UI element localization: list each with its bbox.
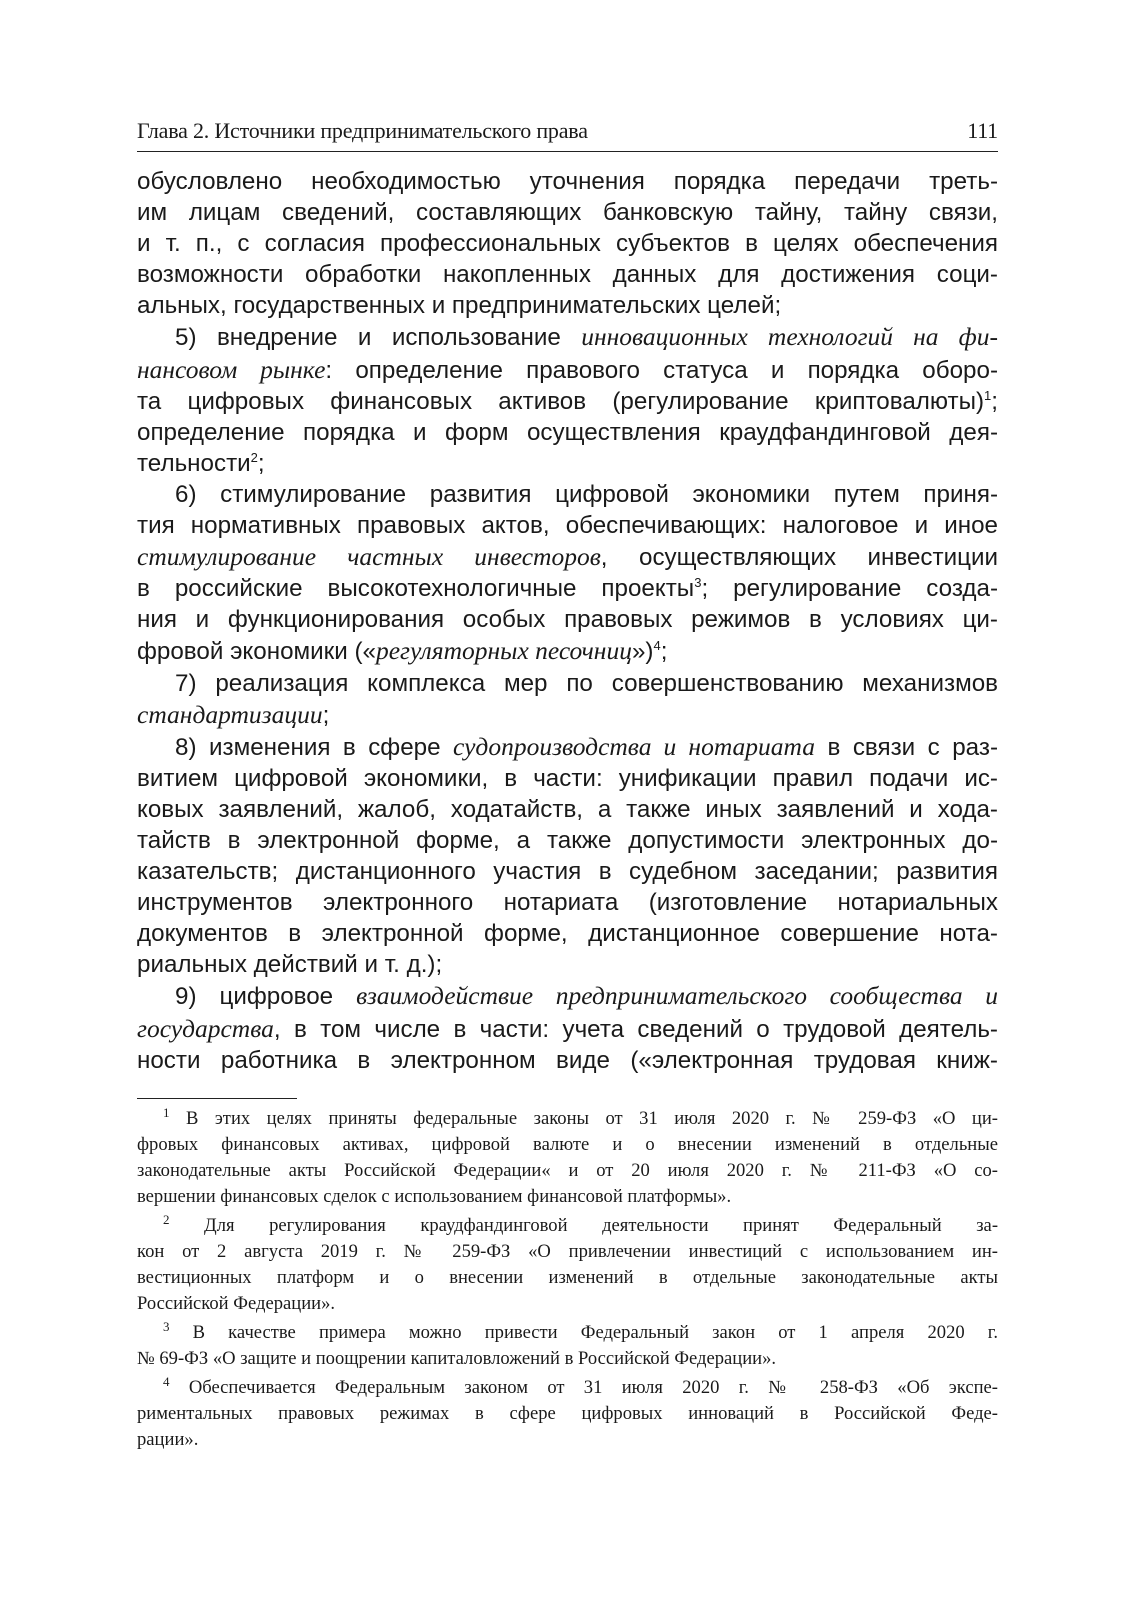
body-line	[137, 635, 998, 667]
body-line	[137, 448, 998, 479]
footnote-line	[137, 1106, 998, 1132]
text-run: возможности обработки накопленных данных для достижения соци-	[137, 261, 998, 289]
text-run: тайств в электронной форме, а также допустимости электронных до-	[137, 826, 998, 854]
page-number: 111	[967, 118, 998, 143]
body-line	[137, 1045, 998, 1076]
text-run: и т. п., с согласия профессиональных субъектов в целях обеспечения	[137, 230, 998, 258]
body-line	[137, 228, 998, 259]
text-run: »)	[631, 638, 654, 666]
italic-phrase: стандартизации	[137, 699, 323, 729]
footnote-line	[137, 1265, 998, 1291]
body-line	[137, 980, 998, 1012]
body-line	[137, 1013, 998, 1045]
body-line	[137, 197, 998, 228]
footnote-ref: 1	[984, 387, 992, 403]
text-run: в связи с раз-	[815, 733, 998, 761]
text-run: ковых заявлений, жалоб, ходатайств, а также иных заявлений и хода-	[137, 795, 998, 823]
footnote-mark: 3	[163, 1319, 170, 1334]
footnote-text: рации».	[137, 1429, 199, 1450]
footnote-text: Российской Федерации».	[137, 1293, 336, 1314]
body-line	[137, 794, 998, 825]
text-run: тия нормативных правовых актов, обеспечивающих: налоговое и иное	[137, 512, 998, 540]
footnote-4	[137, 1375, 998, 1453]
italic-phrase: взаимодействие предпринимательского сообщества и	[356, 981, 998, 1011]
text-run: ; регулирование созда-	[701, 575, 999, 603]
body-line	[137, 541, 998, 573]
body-line	[137, 321, 998, 353]
text-run: ;	[257, 449, 265, 477]
footnote-text: вершении финансовых сделок с использованием финансовой платформы».	[137, 1186, 732, 1207]
text-run: им лицам сведений, составляющих банковскую тайну, тайну связи,	[137, 199, 998, 227]
text-run: риальных действий и т. д.);	[137, 951, 443, 979]
body-line	[137, 699, 998, 731]
italic-phrase: стимулирование частных инвесторов	[137, 542, 601, 572]
footnote-line	[137, 1320, 998, 1346]
footnote-line	[137, 1184, 998, 1210]
text-run: в российские высокотехнологичные проекты	[137, 575, 695, 603]
italic-phrase: судопроизводства и нотариата	[453, 731, 816, 761]
footnote-text: вестиционных платформ и о внесении изменений в отдельные законодательные акты	[137, 1267, 998, 1288]
text-run: , осуществляющих инвестиции	[600, 544, 998, 572]
italic-phrase: инновационных технологий на фи-	[581, 322, 998, 352]
footnote-text: № 69-ФЗ «О защите и поощрении капиталовложений в Российской Федерации».	[137, 1348, 777, 1369]
footnote-line	[137, 1401, 998, 1427]
italic-phrase: регуляторных песочниц	[375, 636, 632, 666]
body-line	[137, 417, 998, 448]
text-run: ;	[322, 701, 330, 729]
footnote-text: Для регулирования краудфандинговой деятельности принят Федеральный за-	[204, 1215, 999, 1236]
footnote-text: В качестве примера можно привести Федеральный закон от 1 апреля 2020 г.	[192, 1322, 998, 1343]
text-run: 6) стимулирование развития цифровой экономики путем приня-	[175, 480, 998, 508]
italic-phrase: нансовом рынке	[137, 354, 326, 384]
footnote-text: кон от 2 августа 2019 г. № 259-ФЗ «О привлечении инвестиций с использованием ин-	[137, 1241, 998, 1262]
text-run: 5) внедрение и использование	[175, 324, 582, 352]
text-run: витием цифровой экономики, в части: унификации правил подачи ис-	[137, 764, 998, 792]
body-line	[137, 763, 998, 794]
footnote-line	[137, 1346, 998, 1372]
footnote-text: законодательные акты Российской Федерации« и от 20 июля 2020 г. № 211-ФЗ «О со-	[137, 1160, 998, 1181]
footnote-2	[137, 1213, 998, 1317]
footnote-3	[137, 1320, 998, 1372]
footnote-line	[137, 1427, 998, 1453]
footnote-separator	[137, 1098, 297, 1099]
text-run: тельности	[137, 449, 251, 477]
footnote-text: фровых финансовых активах, цифровой валюте и о внесении изменений в отдельные	[137, 1134, 998, 1155]
footnote-text: риментальных правовых режимах в сфере цифровых инноваций в Российской Феде-	[137, 1403, 998, 1424]
text-run: ности работника в электронном виде («электронная трудовая книж-	[137, 1046, 998, 1074]
text-run: ния и функционирования особых правовых режимов в условиях ци-	[137, 606, 998, 634]
text-run: фровой экономики («	[137, 638, 376, 666]
text-run: казательств; дистанционного участия в судебном заседании; развития	[137, 858, 998, 886]
chapter-title: Глава 2. Источники предпринимательского права	[137, 118, 588, 143]
text-run: определение порядка и форм осуществления краудфандинговой дея-	[137, 418, 998, 446]
text-run: 7) реализация комплекса мер по совершенствованию механизмов	[175, 669, 998, 697]
body-line	[137, 668, 998, 699]
body-line	[137, 510, 998, 541]
running-header	[137, 113, 998, 151]
footnote-1	[137, 1106, 998, 1210]
body-line	[137, 386, 998, 417]
body-line	[137, 918, 998, 949]
footnote-mark: 4	[163, 1374, 170, 1389]
body-line	[137, 825, 998, 856]
footnote-line	[137, 1213, 998, 1239]
text-run: ;	[991, 387, 998, 415]
body-line	[137, 573, 998, 604]
footnote-text: Обеспечивается Федеральным законом от 31 июля 2020 г. № 258-ФЗ «Об экспе-	[188, 1377, 998, 1398]
body-line	[137, 259, 998, 290]
footnote-line	[137, 1375, 998, 1401]
body-line	[137, 479, 998, 510]
footnote-ref: 2	[250, 449, 258, 465]
body-line	[137, 290, 998, 321]
main-text	[137, 166, 998, 1076]
text-run: : определение правового статуса и порядка оборо-	[325, 356, 998, 384]
text-run: , в том числе в части: учета сведений о трудовой деятель-	[273, 1015, 998, 1043]
body-line	[137, 949, 998, 980]
text-run: 8) изменения в сфере	[175, 733, 454, 761]
text-run: документов в электронной форме, дистанционное совершение нота-	[137, 920, 998, 948]
body-line	[137, 731, 998, 763]
text-run: инструментов электронного нотариата (изготовление нотариальных	[137, 889, 998, 917]
footnote-mark: 1	[163, 1105, 170, 1120]
footnote-line	[137, 1239, 998, 1265]
footnote-ref: 3	[694, 575, 702, 591]
text-run: 9) цифровое	[175, 983, 357, 1011]
text-run: та цифровых финансовых активов (регулирование криптовалюты)	[137, 387, 985, 415]
footnotes	[137, 1106, 998, 1456]
footnote-mark: 2	[163, 1212, 170, 1227]
text-run: ;	[660, 638, 668, 666]
footnote-line	[137, 1158, 998, 1184]
body-line	[137, 887, 998, 918]
footnote-line	[137, 1132, 998, 1158]
text-run: альных, государственных и предпринимательских целей;	[137, 292, 782, 320]
body-line	[137, 354, 998, 386]
text-run: обусловлено необходимостью уточнения порядка передачи треть-	[137, 168, 998, 195]
body-line	[137, 856, 998, 887]
header-rule	[137, 151, 998, 152]
footnote-text: В этих целях приняты федеральные законы от 31 июля 2020 г. № 259-ФЗ «О ци-	[185, 1108, 998, 1129]
footnote-ref: 4	[653, 638, 661, 654]
body-line	[137, 166, 998, 197]
body-line	[137, 604, 998, 635]
italic-phrase: государства	[137, 1013, 274, 1043]
footnote-line	[137, 1291, 998, 1317]
